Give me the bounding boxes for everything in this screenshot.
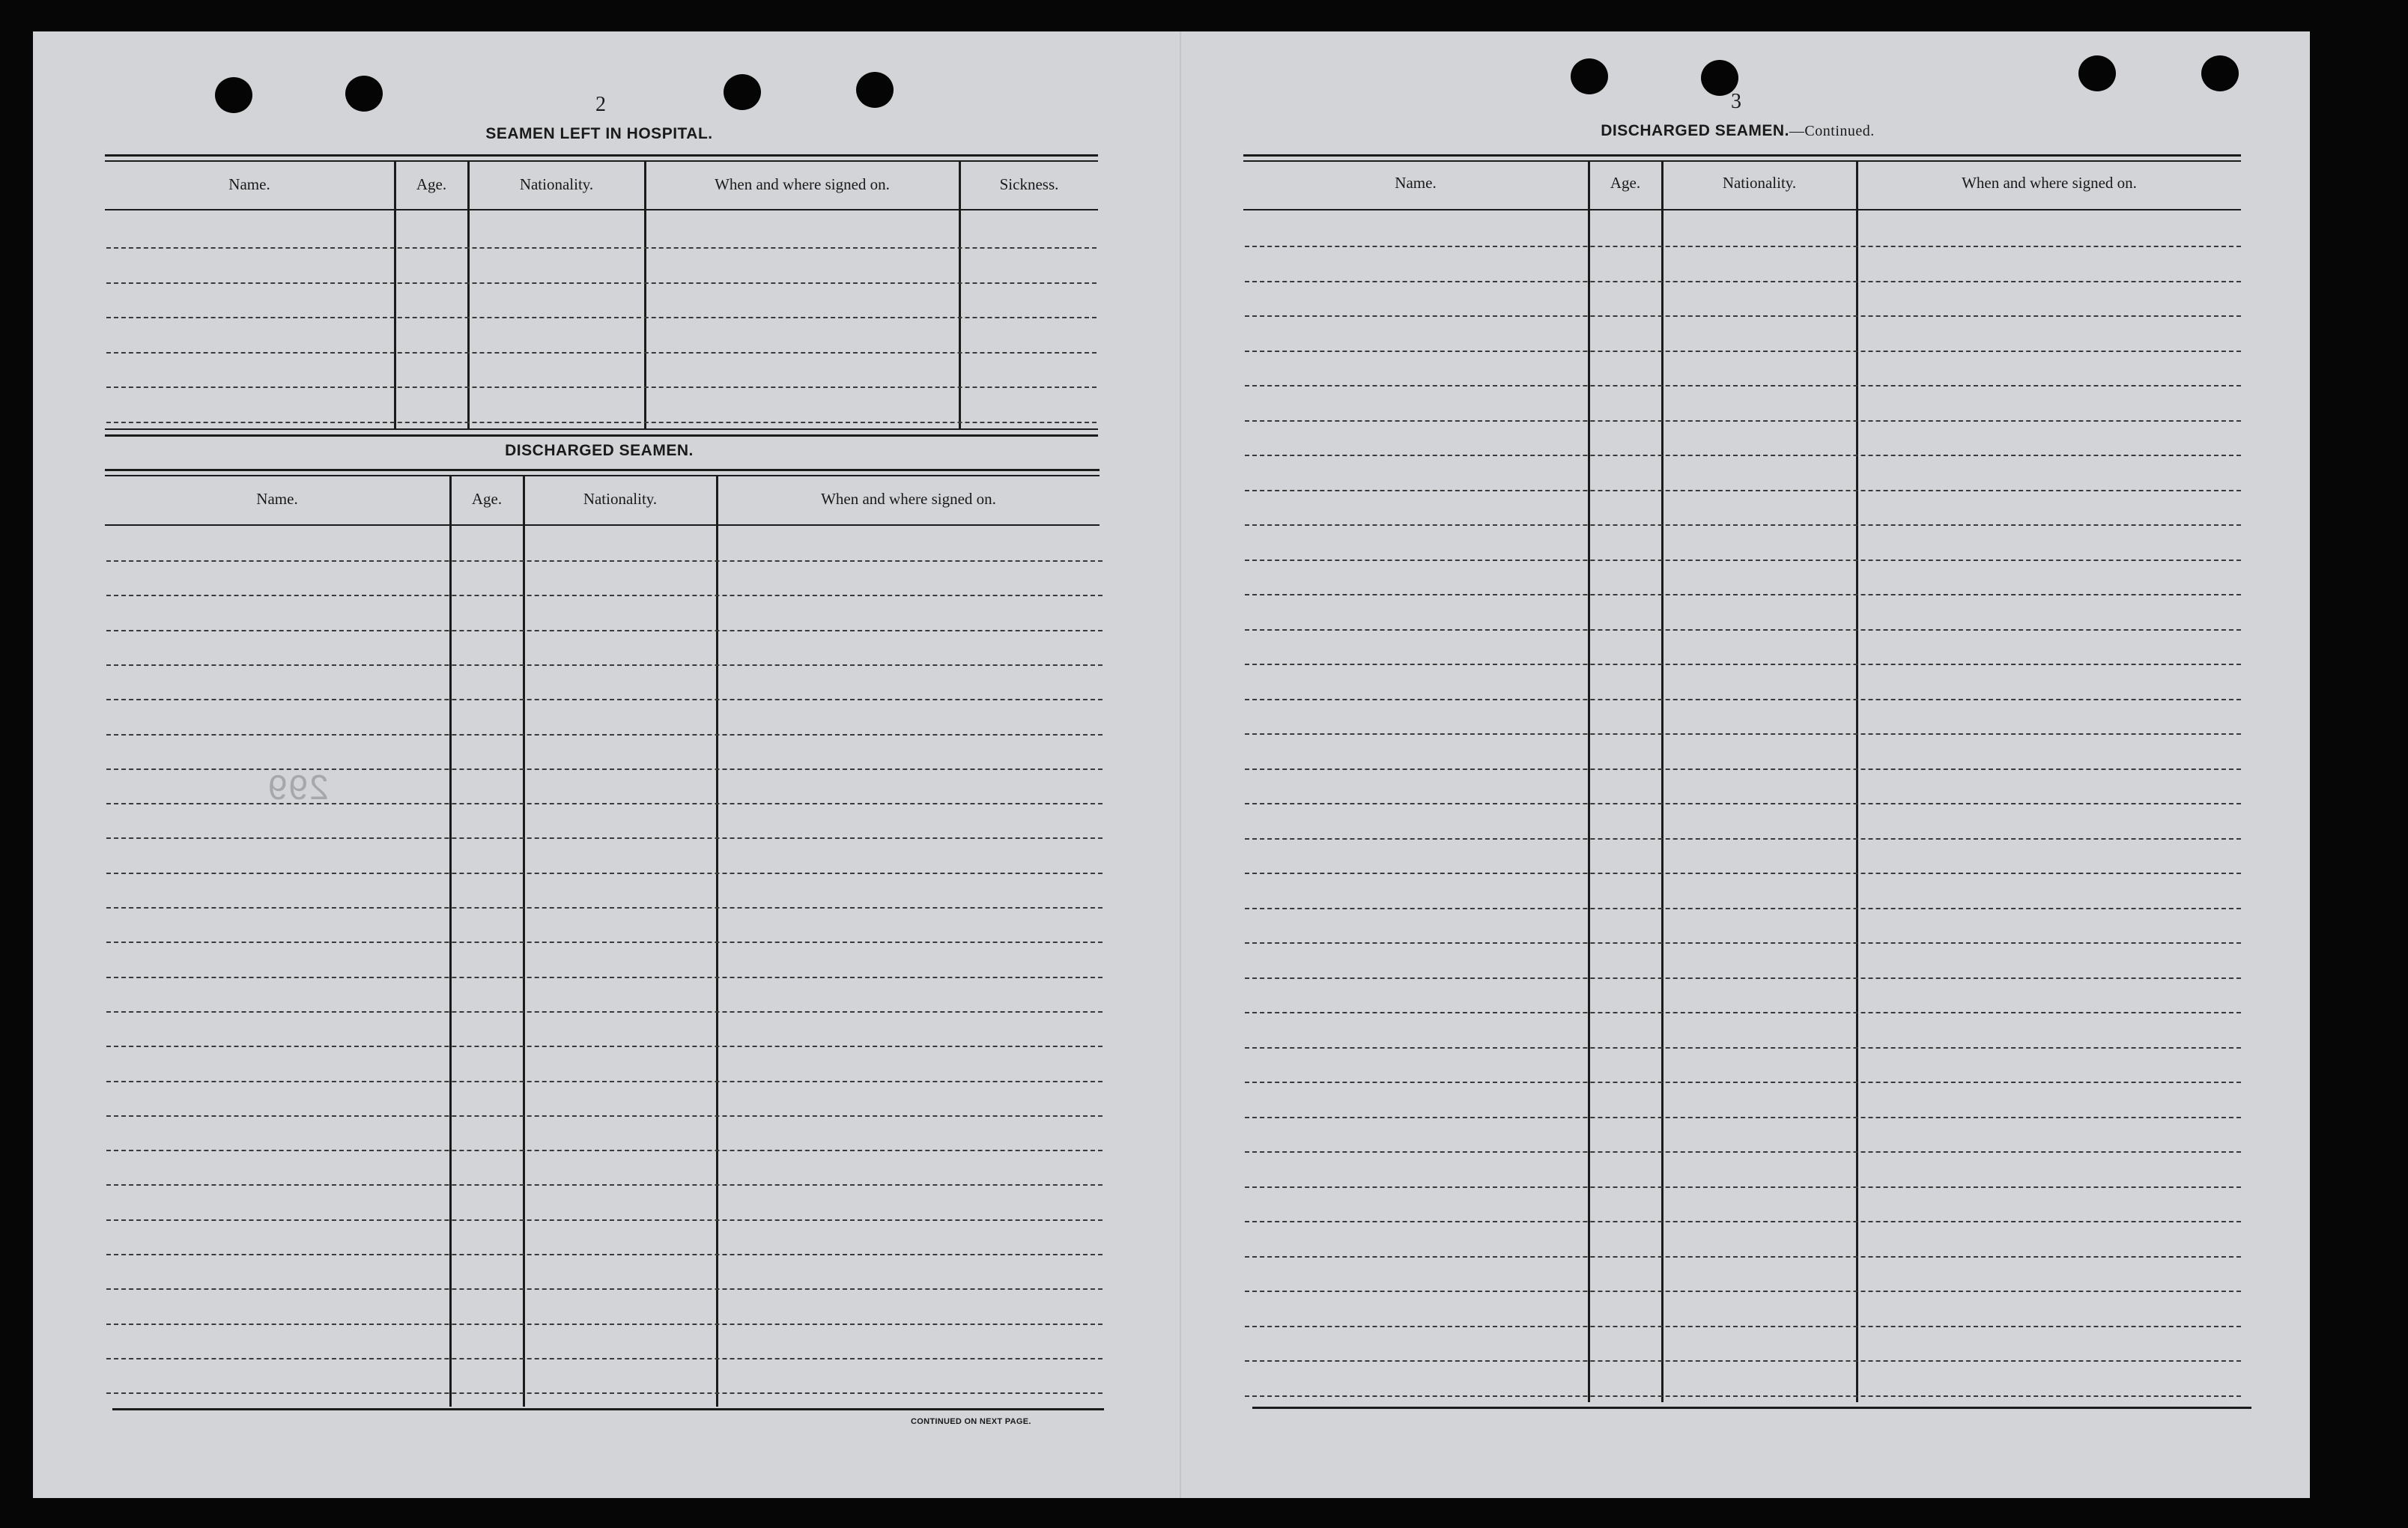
blank-entry-line xyxy=(1245,281,2241,282)
hospital-col-nationality: Nationality. xyxy=(519,175,594,193)
blank-entry-line xyxy=(1245,699,2241,700)
blank-entry-line xyxy=(106,1046,1103,1047)
blank-entry-line xyxy=(1245,838,2241,840)
hospital-col-divider xyxy=(467,162,470,428)
blank-entry-line xyxy=(106,1288,1103,1290)
blank-entry-line xyxy=(1245,560,2241,561)
blank-entry-line xyxy=(1245,1395,2241,1397)
punch-hole xyxy=(215,77,252,113)
page-number-left: 2 xyxy=(595,93,606,116)
blank-entry-line xyxy=(1245,1256,2241,1258)
document-sheet xyxy=(33,31,2310,1498)
blank-entry-line xyxy=(106,386,1097,388)
hospital-col-divider xyxy=(394,162,396,428)
hospital-header-rule xyxy=(105,209,1098,210)
blank-entry-line xyxy=(1245,942,2241,944)
blank-entry-line xyxy=(106,734,1103,736)
right-bottom-rule xyxy=(1252,1407,2251,1409)
blank-entry-line xyxy=(1245,768,2241,770)
blank-entry-line xyxy=(106,873,1103,874)
hospital-col-signed-on: When and where signed on. xyxy=(715,175,890,193)
hospital-bottom-rule-2 xyxy=(105,434,1098,437)
blank-entry-line xyxy=(1245,803,2241,804)
blank-entry-line xyxy=(1245,490,2241,491)
blank-entry-line xyxy=(106,352,1097,354)
hospital-top-rule xyxy=(105,154,1098,157)
blank-entry-line xyxy=(106,699,1103,700)
blank-entry-line xyxy=(106,837,1103,839)
blank-entry-line xyxy=(1245,315,2241,317)
blank-entry-line xyxy=(106,1254,1103,1255)
blank-entry-line xyxy=(1245,1012,2241,1013)
discharged-bottom-rule xyxy=(112,1408,1104,1410)
blank-entry-line xyxy=(1245,455,2241,456)
discharged-continued-suffix: —Continued. xyxy=(1789,123,1875,139)
right-col-age: Age. xyxy=(1610,174,1641,192)
blank-entry-line xyxy=(1245,1360,2241,1362)
blank-entry-line xyxy=(106,664,1103,666)
blank-entry-line xyxy=(1245,594,2241,595)
hospital-bottom-rule xyxy=(105,428,1098,430)
hospital-col-name: Name. xyxy=(228,175,270,193)
faint-stamp-number: 299 xyxy=(267,768,329,807)
blank-entry-line xyxy=(106,282,1097,284)
blank-entry-line xyxy=(1245,385,2241,386)
right-col-name: Name. xyxy=(1395,174,1437,192)
discharged-col-name: Name. xyxy=(256,490,298,508)
blank-entry-line xyxy=(106,1324,1103,1325)
blank-entry-line xyxy=(1245,908,2241,909)
right-top-rule xyxy=(1243,154,2241,157)
blank-entry-line xyxy=(1245,1047,2241,1049)
blank-entry-line xyxy=(106,1219,1103,1221)
right-top-rule-2 xyxy=(1243,160,2241,162)
continued-footer: CONTINUED ON NEXT PAGE. xyxy=(911,1417,1031,1426)
hospital-top-rule-2 xyxy=(105,160,1098,162)
blank-entry-line xyxy=(106,977,1103,978)
discharged-top-rule-2 xyxy=(105,475,1100,476)
blank-entry-line xyxy=(1245,420,2241,422)
blank-entry-line xyxy=(106,768,1103,770)
blank-entry-line xyxy=(1245,1186,2241,1188)
hospital-section-title: SEAMEN LEFT IN HOSPITAL. xyxy=(485,125,713,142)
blank-entry-line xyxy=(106,1358,1103,1359)
right-col-signed-on: When and where signed on. xyxy=(1962,174,2137,192)
blank-entry-line xyxy=(106,1011,1103,1013)
hospital-col-sickness: Sickness. xyxy=(999,175,1059,193)
blank-entry-line xyxy=(1245,873,2241,874)
punch-hole xyxy=(2078,55,2116,91)
blank-entry-line xyxy=(106,1081,1103,1082)
blank-entry-line xyxy=(106,1392,1103,1394)
discharged-continued-title-text: DISCHARGED SEAMEN. xyxy=(1601,122,1789,139)
blank-entry-line xyxy=(106,1115,1103,1117)
punch-hole xyxy=(856,72,894,108)
punch-hole xyxy=(1571,58,1608,94)
blank-entry-line xyxy=(1245,1326,2241,1327)
discharged-header-rule xyxy=(105,524,1100,526)
blank-entry-line xyxy=(106,247,1097,249)
punch-hole xyxy=(345,76,383,112)
blank-entry-line xyxy=(1245,664,2241,665)
blank-entry-line xyxy=(106,595,1103,596)
right-col-divider xyxy=(1588,162,1590,1402)
blank-entry-line xyxy=(1245,524,2241,526)
blank-entry-line xyxy=(106,803,1103,804)
right-col-nationality: Nationality. xyxy=(1722,174,1797,192)
blank-entry-line xyxy=(106,560,1103,562)
blank-entry-line xyxy=(106,317,1097,318)
discharged-col-signed-on: When and where signed on. xyxy=(821,490,996,508)
blank-entry-line xyxy=(1245,1082,2241,1083)
blank-entry-line xyxy=(106,630,1103,631)
right-col-divider xyxy=(1661,162,1664,1402)
right-col-divider xyxy=(1856,162,1858,1402)
page-fold xyxy=(1180,31,1181,1498)
blank-entry-line xyxy=(1245,1117,2241,1118)
blank-entry-line xyxy=(106,422,1097,423)
blank-entry-line xyxy=(106,907,1103,909)
hospital-col-divider xyxy=(959,162,961,428)
punch-hole xyxy=(2201,55,2239,91)
punch-hole xyxy=(724,74,761,110)
page-number-right: 3 xyxy=(1731,90,1741,113)
blank-entry-line xyxy=(106,1184,1103,1186)
discharged-col-nationality: Nationality. xyxy=(583,490,658,508)
blank-entry-line xyxy=(106,942,1103,943)
blank-entry-line xyxy=(106,1150,1103,1151)
blank-entry-line xyxy=(1245,351,2241,352)
blank-entry-line xyxy=(1245,629,2241,631)
hospital-col-divider xyxy=(644,162,646,428)
right-header-rule xyxy=(1243,209,2241,210)
discharged-col-age: Age. xyxy=(471,490,503,508)
discharged-section-title: DISCHARGED SEAMEN. xyxy=(505,442,694,459)
blank-entry-line xyxy=(1245,1221,2241,1222)
discharged-continued-title xyxy=(1476,122,2000,140)
hospital-col-age: Age. xyxy=(416,175,447,193)
blank-entry-line xyxy=(1245,977,2241,979)
blank-entry-line xyxy=(1245,1151,2241,1153)
blank-entry-line xyxy=(1245,246,2241,247)
blank-entry-line xyxy=(1245,733,2241,735)
blank-entry-line xyxy=(1245,1291,2241,1292)
discharged-top-rule xyxy=(105,469,1100,471)
